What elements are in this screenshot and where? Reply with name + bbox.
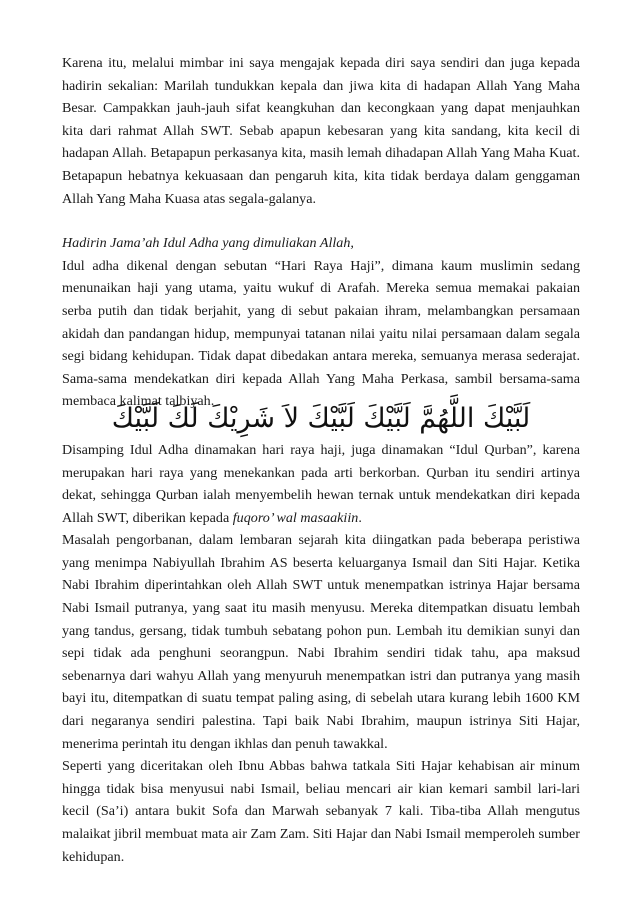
paragraph-ibnu-abbas: Seperti yang diceritakan oleh Ibnu Abbas bahwa tatkala Siti Hajar kehabisan air minum hingga tidak bisa menyusui nabi Ismail, beliau mencari air kian kemari sambil lari-lari kecil (Sa’i) antara bukit Sofa dan Marwah sebanyak 7 kali. Tiba-tiba Allah mengutus malaikat jibril membuat mata air Zam Zam. Siti Hajar dan Nabi Ismail memperoleh sumber kehidupan. bbox=[62, 758, 580, 865]
document-page bbox=[62, 52, 580, 868]
fuqoro-italic-phrase: fuqoro’ wal masaakiin bbox=[232, 509, 359, 526]
paragraph-hari-raya-haji: Idul adha dikenal dengan sebutan “Hari Raya Haji”, dimana kaum muslimin sedang menunaikan haji yang utama, yaitu wukuf di Arafah. Mereka semua memakai pakaian serba putih dan tidak berjahit, yang di sebut pakaian ihram, melambangkan persamaan akidah dan pandangan hidup, mempunyai tatanan nilai yaitu nilai persamaan dalam segala segi bidang kehidupan. Tidak dapat dibedakan antara mereka, semuanya merasa sederajat. Sama-sama mendekatkan diri kepada Allah Yang Maha Perkasa, sambil bersama-sama membaca kalimat talbiyah. bbox=[62, 257, 580, 410]
greeting-heading: Hadirin Jama’ah Idul Adha yang dimuliakan Allah, bbox=[62, 235, 354, 252]
paragraph-gap bbox=[62, 210, 580, 232]
idul-qurban-text: Disamping Idul Adha dinamakan hari raya haji, juga dinamakan “Idul Qurban”, karena merupakan hari raya yang menekankan pada arti berkorban. Qurban itu sendiri artinya dekat, sehingga Qurban ialah menyembelih hewan ternak untuk mendekatkan diri kepada Allah SWT, diberikan kepada bbox=[62, 441, 580, 526]
talbiyah-arabic-text: لَبَّيْكَ اللَّهُمَّ لَبَّيْكَ لَبَّيْكَ لاَ شَرِيْكَ لَكَ لَبَّيْكَ bbox=[111, 402, 531, 434]
paragraph-idul-qurban bbox=[62, 439, 580, 529]
idul-qurban-period: . bbox=[358, 509, 362, 526]
paragraph-pengorbanan: Masalah pengorbanan, dalam lembaran sejarah kita diingatkan pada beberapa peristiwa yang menimpa Nabiyullah Ibrahim AS beserta keluarganya Ismail dan Siti Hajar. Ketika Nabi Ibrahim diperintahkan oleh Allah SWT untuk menempatkan istrinya Hajar bersama Nabi Ismail putranya, yang saat itu masih menyusu. Mereka ditempatkan disuatu lembah yang tandus, gersang, tidak tumbuh sebatang pohon pun. Lembah itu demikian sunyi dan sepi tidak ada penghuni seorangpun. Nabi Ibrahim sendiri tidak tahu, apa maksud sebenarnya dari wahyu Allah yang menyuruh menempatkan istri dan putranya yang masih bayi itu, ditempatkan di suatu tempat paling asing, di sebelah utara kurang lebih 1600 KM dari negaranya sendiri palestina. Tapi baik Nabi Ibrahim, maupun istrinya Siti Hajar, menerima perintah itu dengan ikhlas dan penuh tawakkal. bbox=[62, 532, 580, 752]
paragraph-intro: Karena itu, melalui mimbar ini saya mengajak kepada diri saya sendiri dan juga kepada hadirin sekalian: Marilah tundukkan kepala dan jiwa kita di hadapan Allah Yang Maha Besar. Campakkan jauh-jauh sifat keangkuhan dan kecongkaan yang dapat menjauhkan kita dari rahmat Allah SWT. Sebab apapun kebesaran yang kita sandang, kita kecil di hadapan Allah. Betapapun perkasanya kita, masih lemah dihadapan Allah Yang Maha Kuat. Betapapun hebatnya kekuasaan dan pengaruh kita, kita tidak berdaya dalam genggaman Allah Yang Maha Kuasa atas segala-galanya. bbox=[62, 55, 580, 207]
